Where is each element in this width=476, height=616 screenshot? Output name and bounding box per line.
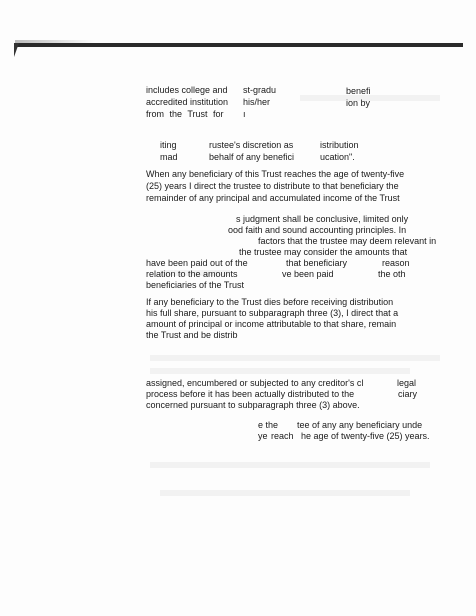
text-line: If any beneficiary to the Trust dies before receiving distribution — [146, 297, 394, 307]
text-line: rustee's discretion as — [209, 140, 294, 150]
text-line: includes college and — [146, 85, 228, 95]
text-line: e the — [258, 420, 279, 430]
header-rule — [15, 43, 463, 47]
text-line: assigned, encumbered or subjected to any creditor's cl — [146, 378, 364, 388]
text-line: the oth — [378, 269, 406, 279]
text-line: concerned pursuant to subparagraph three (3) above. — [146, 400, 360, 410]
text-line: tee of any any beneficiary unde — [297, 420, 423, 430]
text-line: ye — [258, 431, 268, 441]
text-line: his/her — [243, 97, 271, 107]
text-line: (25) years I direct the trustee to distribute to that beneficiary the — [146, 181, 399, 191]
scan-ghost — [160, 490, 410, 496]
text-line: ucation". — [320, 152, 355, 162]
text-line: from the Trust for — [146, 109, 224, 119]
text-line: accredited institution — [146, 97, 229, 107]
text-line: reason — [382, 258, 410, 268]
text-line: ood faith and sound accounting principles. In — [228, 225, 407, 235]
text-line: ion by — [346, 98, 371, 108]
text-line: behalf of any benefici — [209, 152, 295, 162]
text-line: remainder of any principal and accumulated income of the Trust — [146, 193, 400, 203]
text-line: mad — [160, 152, 178, 162]
text-line: istribution — [320, 140, 359, 150]
text-line: factors that the trustee may deem relevant in — [258, 236, 437, 246]
text-line: reach — [271, 431, 294, 441]
scan-ghost — [150, 368, 410, 374]
text-line: iting — [160, 140, 177, 150]
text-line: ve been paid — [282, 269, 334, 279]
text-line: legal — [397, 378, 417, 388]
text-line: beneficiaries of the Trust — [146, 280, 245, 290]
text-line: amount of principal or income attributable to that share, remain — [146, 319, 397, 329]
text-line: relation to the amounts — [146, 269, 238, 279]
text-line: his full share, pursuant to subparagraph three (3), I direct that a — [146, 308, 399, 318]
text-line: process before it has been actually distributed to the — [146, 389, 355, 399]
text-line: st-gradu — [243, 85, 277, 95]
text-line: When any beneficiary of this Trust reaches the age of twenty-five — [146, 169, 405, 179]
scan-ghost — [150, 462, 430, 468]
text-line: that beneficiary — [286, 258, 348, 268]
text-line: have been paid out of the — [146, 258, 248, 268]
scan-ghost — [150, 355, 440, 361]
text-line: he age of twenty-five (25) years. — [301, 431, 430, 441]
scan-corner-mark — [14, 43, 19, 57]
text-line: s judgment shall be conclusive, limited only — [236, 214, 409, 224]
text-line: the trustee may consider the amounts that — [239, 247, 408, 257]
text-line: ı — [243, 109, 246, 119]
text-line: benefi — [346, 86, 371, 96]
text-line: ciary — [398, 389, 418, 399]
text-line: the Trust and be distrib — [146, 330, 238, 340]
